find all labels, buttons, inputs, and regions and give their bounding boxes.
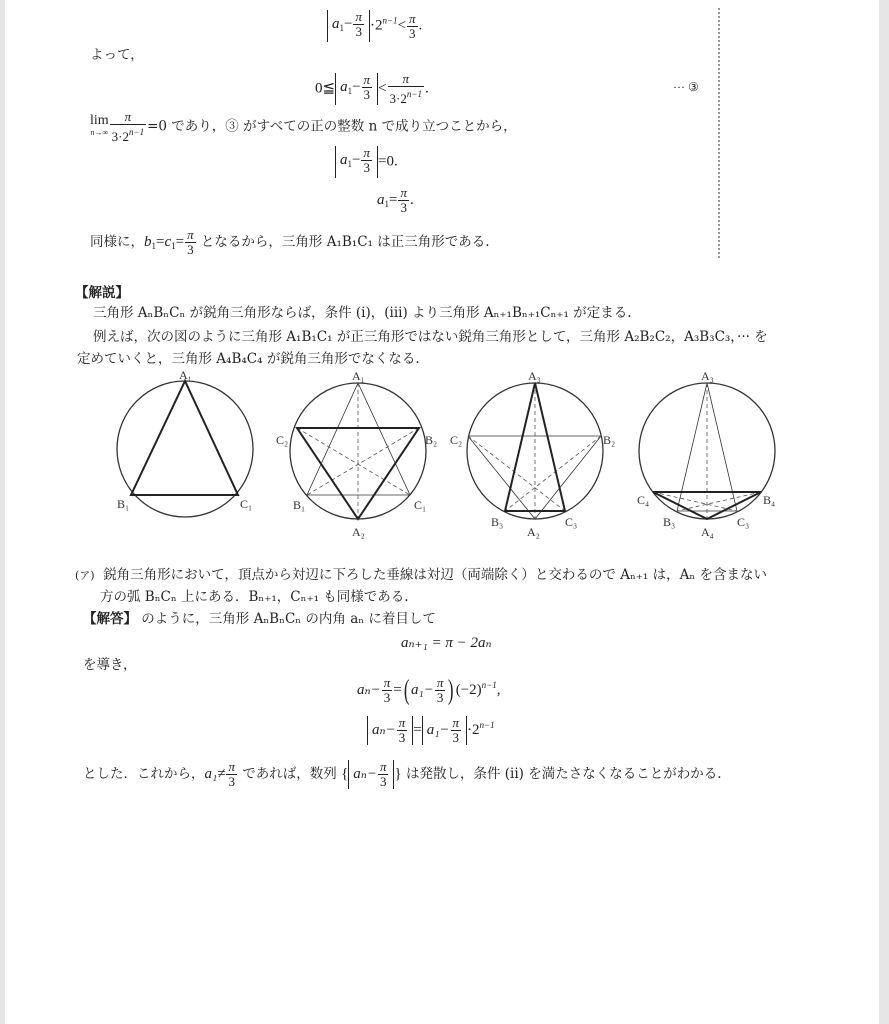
svg-text:A₃: A₃ [528, 369, 541, 383]
recurrence-equation: aₙ₊₁ = π − 2aₙ [401, 635, 492, 651]
note-line-3: 【解答】 のように，三角形 AₙBₙCₙ の内角 aₙ に着目して [83, 611, 436, 627]
limit-statement: lim n→∞ $\frac{\pi}{3\cdot 2^{n-1}}$ =0 であり，③ がすべての正の整数 n で成り立つことから， [90, 109, 517, 144]
therefore-text: よって， [90, 47, 144, 63]
svg-text:B₁: B₁ [293, 498, 306, 512]
svg-text:B₂: B₂ [603, 433, 616, 447]
svg-text:B₃: B₃ [491, 515, 504, 529]
commentary-paragraph-1: 三角形 AₙBₙCₙ が鋭角三角形ならば，条件 (i)，(iii) より三角形 Aₙ₊₁Bₙ₊₁Cₙ₊₁ が定まる. [93, 305, 632, 321]
svg-text:A₂: A₂ [527, 525, 540, 539]
svg-text:A₄: A₄ [701, 525, 714, 539]
absolute-value-equation: aₙ− $\frac{\pi}{3}$ = a₁− $\frac{\pi}{3}$ $\cdot 2^{n-1}$ [367, 716, 495, 745]
svg-text:B₂: B₂ [425, 433, 438, 447]
figure-1-equilateral [117, 368, 253, 517]
svg-text:B₃: B₃ [663, 515, 676, 529]
triangle-sequence-figures [5, 368, 879, 548]
general-term-equation: aₙ− $\frac{\pi}{3}$ =( a₁− $\frac{\pi}{3}$ ) $(-2)^{n-1}$, [357, 674, 501, 706]
note-line-1: (ア) 鋭角三角形において，頂点から対辺に下ろした垂線は対辺（両端除く）と交わるので Aₙ₊₁ は，Aₙ を含まない [75, 567, 768, 583]
figure-3 [450, 369, 615, 539]
note-line-2: 方の弧 BₙCₙ 上にある．Bₙ₊₁，Cₙ₊₁ も同様である. [100, 589, 409, 605]
svg-text:A₃: A₃ [701, 369, 714, 383]
figure-4-obtuse [637, 369, 775, 539]
equation-1: $a_1-$ $\frac{\pi}{3}$ $\cdot 2^{n-1}<$ $\frac{\pi}{3}$ . [327, 10, 422, 42]
svg-text:C₃: C₃ [565, 515, 578, 529]
svg-text:C₂: C₂ [450, 433, 463, 447]
svg-text:B₁: B₁ [117, 497, 130, 511]
commentary-paragraph-2b: 定めていくと，三角形 A₄B₄C₄ が鋭角三角形でなくなる. [77, 351, 420, 367]
svg-text:C₁: C₁ [414, 498, 427, 512]
figure-2 [276, 369, 437, 539]
svg-text:A₁: A₁ [179, 368, 192, 382]
svg-text:C₄: C₄ [637, 493, 650, 507]
svg-text:A₂: A₂ [352, 525, 365, 539]
commentary-paragraph-2a: 例えば，次の図のように三角形 A₁B₁C₁ が正三角形ではない鋭角三角形として，三角形 A₂B₂C₂，A₃B₃C₃，··· を [93, 329, 768, 345]
svg-text:C₂: C₂ [276, 433, 289, 447]
conclusion-text: 同様に，$b_1=c_1=$ $\frac{\pi}{3}$ となるから，三角形 A₁B₁C₁ は正三角形である. [90, 227, 490, 257]
svg-text:B₄: B₄ [763, 493, 776, 507]
document-page [5, 0, 879, 1024]
svg-text:A₁: A₁ [352, 369, 365, 383]
equation-tag-3: ··· ③ [673, 80, 699, 94]
svg-text:C₃: C₃ [737, 515, 750, 529]
column-divider [718, 8, 720, 258]
equation-2: 0≦ $a_1-$ $\frac{\pi}{3}$ < $\frac{\pi}{3\cdot 2^{n-1}}$ . [315, 71, 429, 106]
equation-3: $a_1-$ $\frac{\pi}{3}$ =0. [335, 146, 398, 178]
derive-text: を導き， [83, 657, 137, 673]
commentary-heading: 【解説】 [75, 285, 129, 301]
equation-4: $a_1=$ $\frac{\pi}{3}$ . [377, 185, 414, 215]
final-statement: とした．これから，a₁≠ $\frac{\pi}{3}$ であれば，数列 { aₙ− $\frac{\pi}{3}$ } は発散し，条件 (ii) を満たさなくなることがわかる. [83, 759, 722, 790]
svg-text:C₁: C₁ [240, 497, 253, 511]
